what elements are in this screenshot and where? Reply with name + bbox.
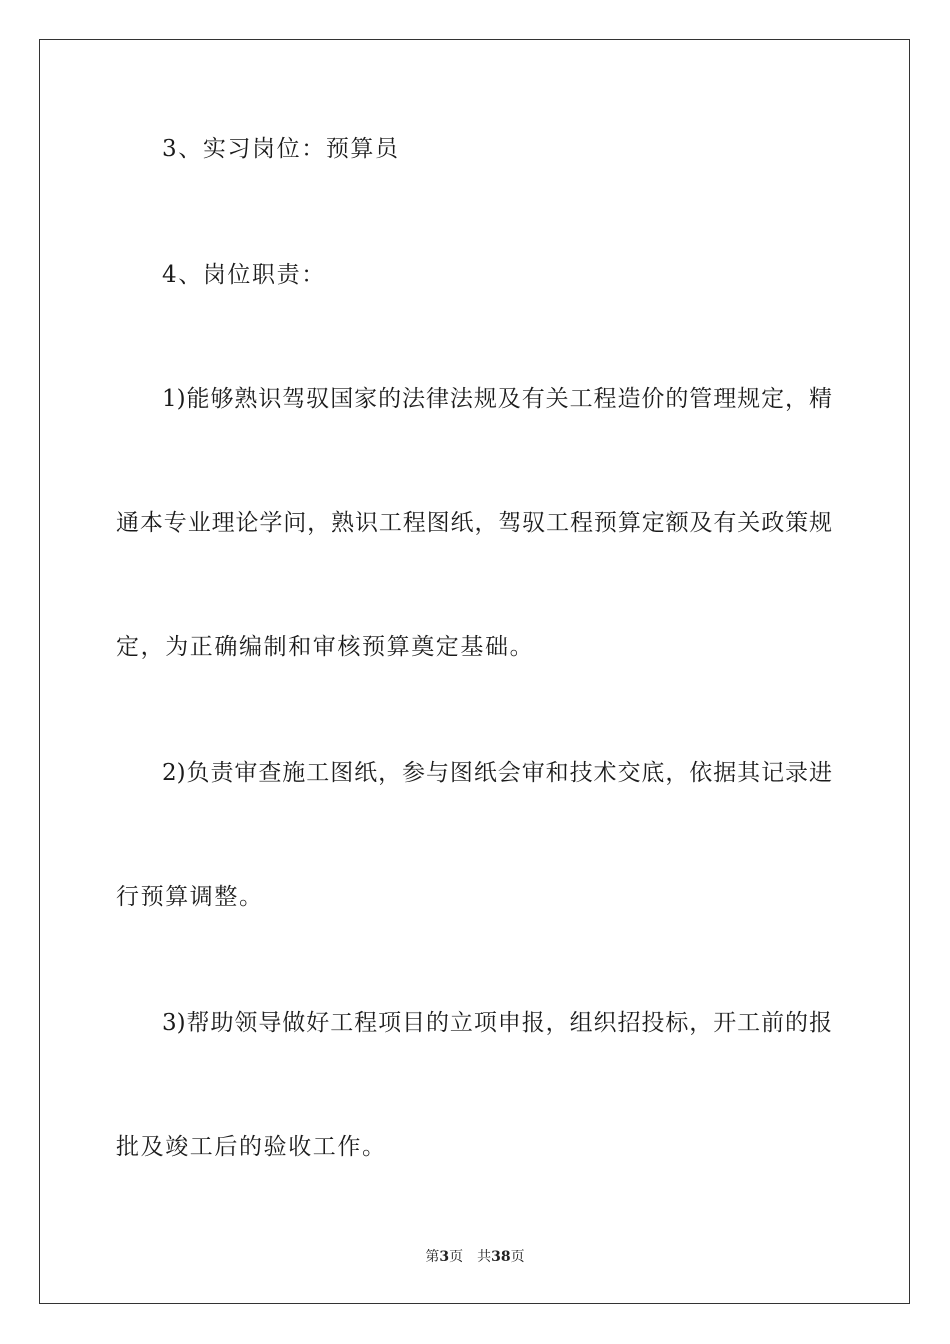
text-line-position: 3、实习岗位：预算员 [162,136,400,162]
footer-total-prefix: 共 [477,1249,492,1265]
text-line-duty-1a: 1)能够熟识驾驭国家的法律法规及有关工程造价的管理规定，精 [162,386,832,412]
text-line-duty-2a: 2)负责审查施工图纸，参与图纸会审和技术交底，依据其记录进 [162,760,832,786]
footer-total-pages: 38 [491,1249,511,1265]
footer-page-prefix: 第 [425,1249,440,1265]
text-line-duty-3b: 批及竣工后的验收工作。 [116,1134,387,1160]
text-line-duty-1c: 定，为正确编制和审核预算奠定基础。 [116,634,535,660]
footer-page-number: 3 [439,1249,450,1265]
footer-total-suffix: 页 [510,1249,525,1265]
page-footer [0,1248,950,1266]
text-line-duty-3a: 3)帮助领导做好工程项目的立项申报，组织招投标，开工前的报 [162,1010,832,1036]
page-frame [39,39,910,1304]
text-line-duties-heading: 4、岗位职责： [162,262,326,288]
text-line-duty-2b: 行预算调整。 [116,884,264,910]
footer-page-suffix: 页 [449,1249,464,1265]
text-line-duty-1b: 通本专业理论学问，熟识工程图纸，驾驭工程预算定额及有关政策规 [116,510,832,536]
